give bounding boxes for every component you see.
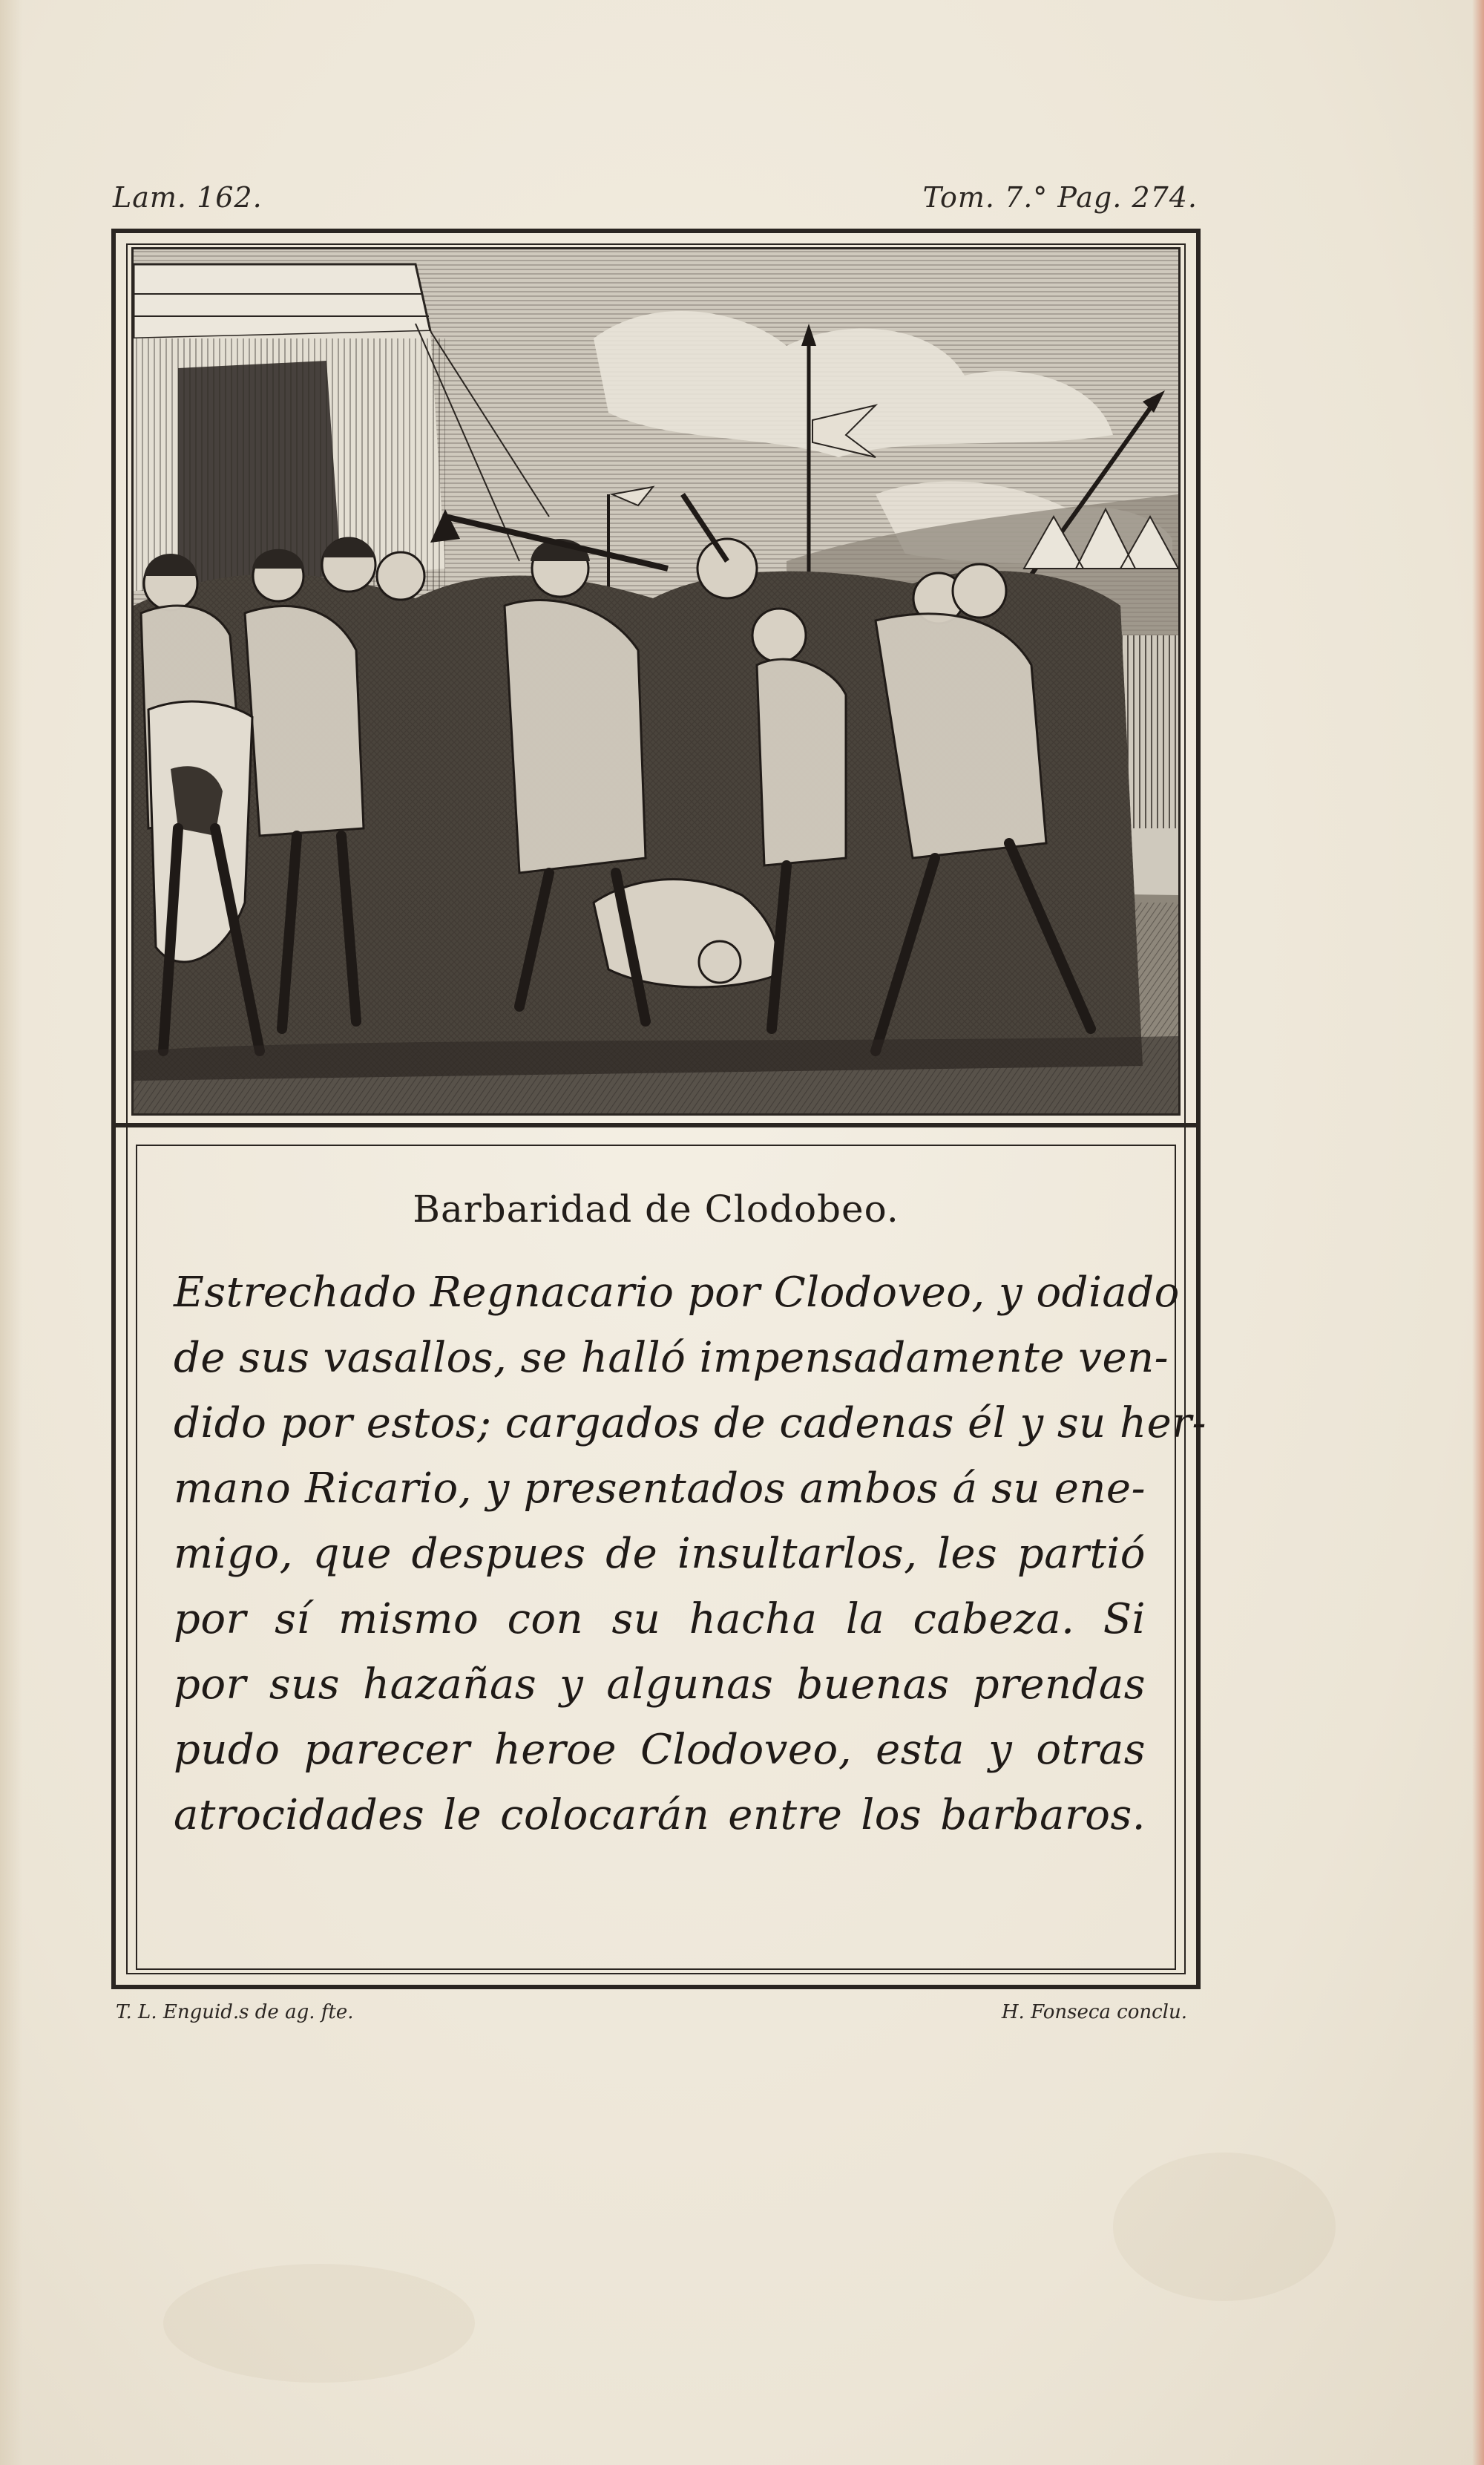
caption-line: Estrechado Regnacario por Clodoveo, y odiado [174, 1268, 1180, 1317]
caption-line: pudo parecer heroe Clodoveo, esta y otras [174, 1726, 1146, 1774]
caption-line: de sus vasallos, se halló impensadamente ven- [174, 1334, 1169, 1382]
paper-stain [163, 2264, 475, 2383]
volume-page-reference: Tom. 7.° Pag. 274. [922, 181, 1198, 214]
caption-body [174, 1260, 1206, 1848]
engraving-illustration [131, 247, 1181, 1116]
caption-line: atrocidades le colocarán entre los barbaros. [174, 1791, 1146, 1839]
paper-stain [1113, 2153, 1336, 2301]
caption-line: dido por estos; cargados de cadenas él y su her- [174, 1399, 1206, 1447]
plate-caption-divider [111, 1123, 1201, 1127]
paper-edge-right [1472, 0, 1484, 2465]
engraver-credit: T. L. Enguid.s de ag. fte. [116, 2001, 354, 2023]
finisher-credit: H. Fonseca conclu. [1001, 2001, 1187, 2023]
caption-line: por sus hazañas y algunas buenas prendas [174, 1660, 1146, 1709]
caption-title: Barbaridad de Clodobeo. [413, 1188, 899, 1231]
paper-edge-left [0, 0, 22, 2465]
plate-number: Lam. 162. [113, 181, 263, 214]
caption-line: migo, que despues de insultarlos, les partió [174, 1530, 1146, 1578]
caption-line: mano Ricario, y presentados ambos á su ene- [174, 1464, 1146, 1513]
caption-line: por sí mismo con su hacha la cabeza. Si [174, 1595, 1146, 1643]
